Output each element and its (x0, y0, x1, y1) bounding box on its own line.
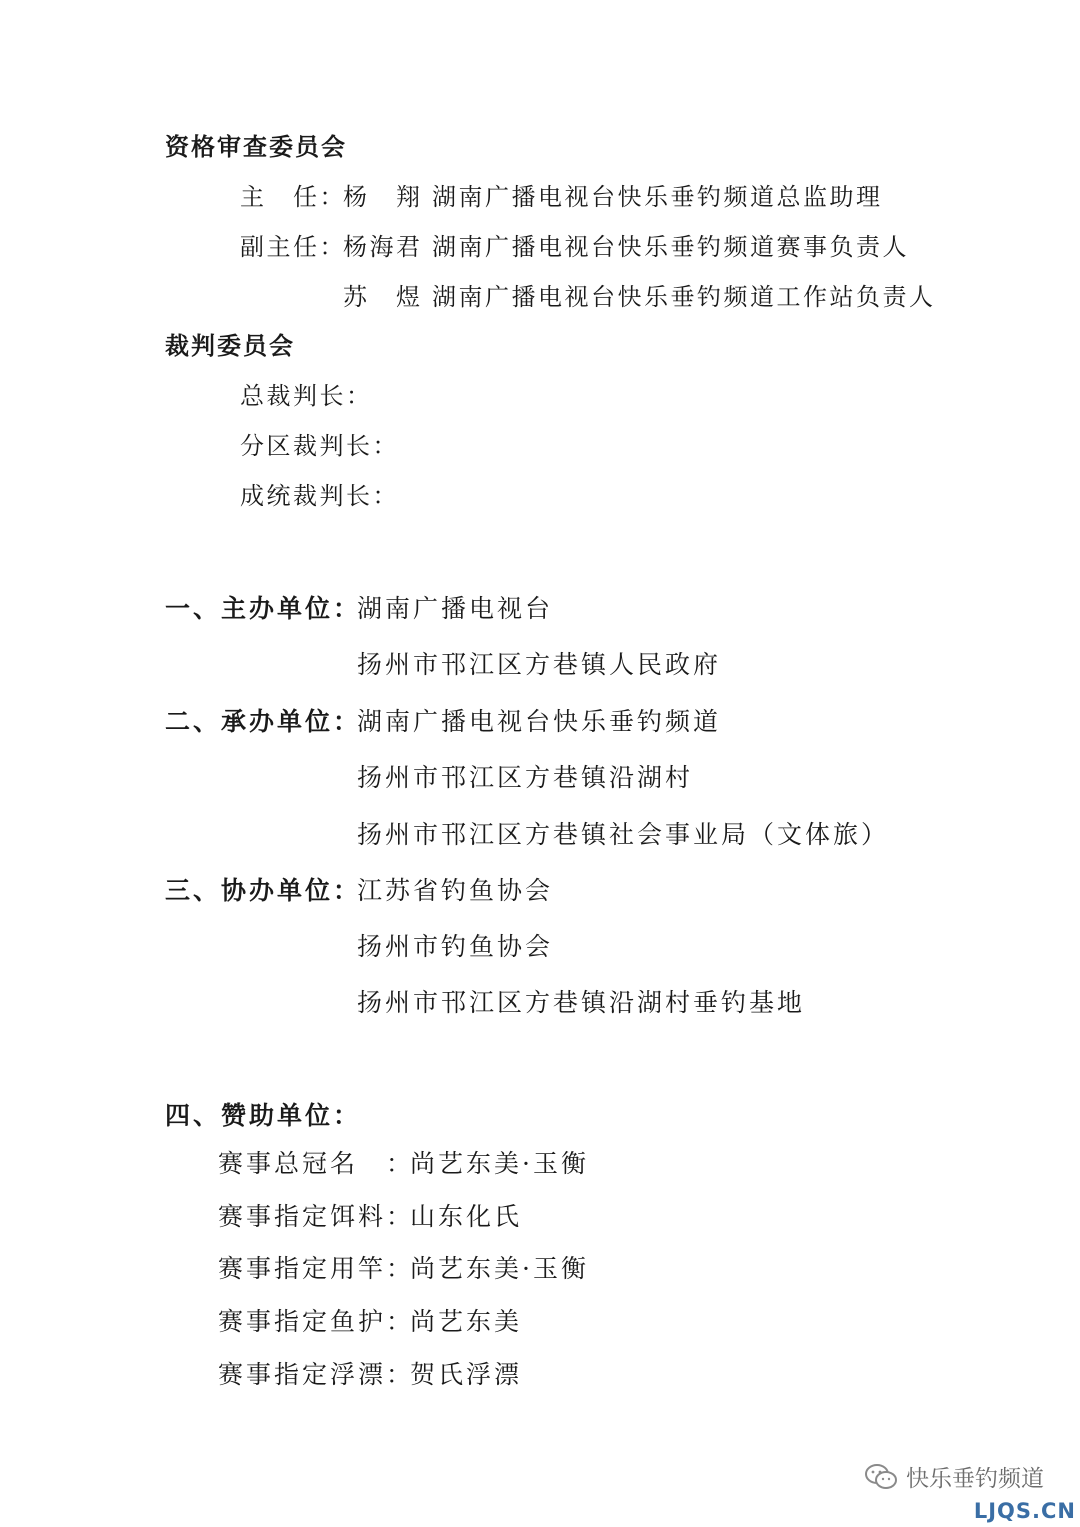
host-label: 一、主办单位： (165, 594, 362, 623)
coorganize-label: 三、协办单位： (165, 876, 362, 905)
sponsor-row-value: 尚艺东美·玉衡 (410, 1149, 589, 1178)
deputy2-title: 湖南广播电视台快乐垂钓频道工作站负责人 (432, 283, 936, 311)
sponsor-row-value: 贺氏浮漂 (410, 1360, 523, 1389)
undertake-label: 二、承办单位： (165, 707, 362, 736)
director-name: 杨 翔 (343, 183, 423, 211)
coorganize-item: 江苏省钓鱼协会 (357, 876, 554, 905)
sponsor-row-label: 赛事指定饵料： (218, 1202, 415, 1231)
host-item: 扬州市邗江区方巷镇人民政府 (357, 650, 722, 679)
sponsor-row-value: 山东化氏 (410, 1202, 523, 1231)
sponsor-row-value: 尚艺东美 (410, 1307, 523, 1336)
site-watermark: LJQS.CN (973, 1499, 1076, 1523)
score-referee-label: 成统裁判长： (240, 482, 399, 510)
watermark-channel-text: 快乐垂钓频道 (906, 1466, 1044, 1492)
sponsor-row-value: 尚艺东美·玉衡 (410, 1254, 589, 1283)
director-label: 主 任： (240, 183, 346, 211)
qualification-committee-heading: 资格审查委员会 (165, 133, 347, 161)
coorganize-item: 扬州市钓鱼协会 (357, 932, 554, 961)
deputy1-title: 湖南广播电视台快乐垂钓频道赛事负责人 (432, 233, 909, 261)
director-title: 湖南广播电视台快乐垂钓频道总监助理 (432, 183, 883, 211)
chief-referee-label: 总裁判长： (240, 382, 373, 410)
coorganize-item: 扬州市邗江区方巷镇沿湖村垂钓基地 (357, 988, 806, 1017)
sponsor-row-label: 赛事指定鱼护： (218, 1307, 415, 1336)
host-item: 湖南广播电视台 (357, 594, 554, 623)
deputy-label: 副主任： (240, 233, 346, 261)
undertake-item: 湖南广播电视台快乐垂钓频道 (357, 707, 722, 736)
channel-watermark (864, 1460, 1044, 1493)
zone-referee-label: 分区裁判长： (240, 432, 399, 460)
sponsor-row-label: 赛事总冠名 ： (218, 1149, 415, 1178)
sponsor-row-label: 赛事指定浮漂： (218, 1360, 415, 1389)
wechat-icon (864, 1463, 898, 1491)
referee-committee-heading: 裁判委员会 (165, 332, 295, 360)
sponsor-row-label: 赛事指定用竿： (218, 1254, 415, 1283)
deputy2-name: 苏 煜 (343, 283, 423, 311)
undertake-item: 扬州市邗江区方巷镇社会事业局（文体旅） (357, 820, 890, 849)
sponsor-label: 四、赞助单位： (165, 1101, 362, 1130)
undertake-item: 扬州市邗江区方巷镇沿湖村 (357, 763, 694, 792)
deputy1-name: 杨海君 (343, 233, 423, 261)
